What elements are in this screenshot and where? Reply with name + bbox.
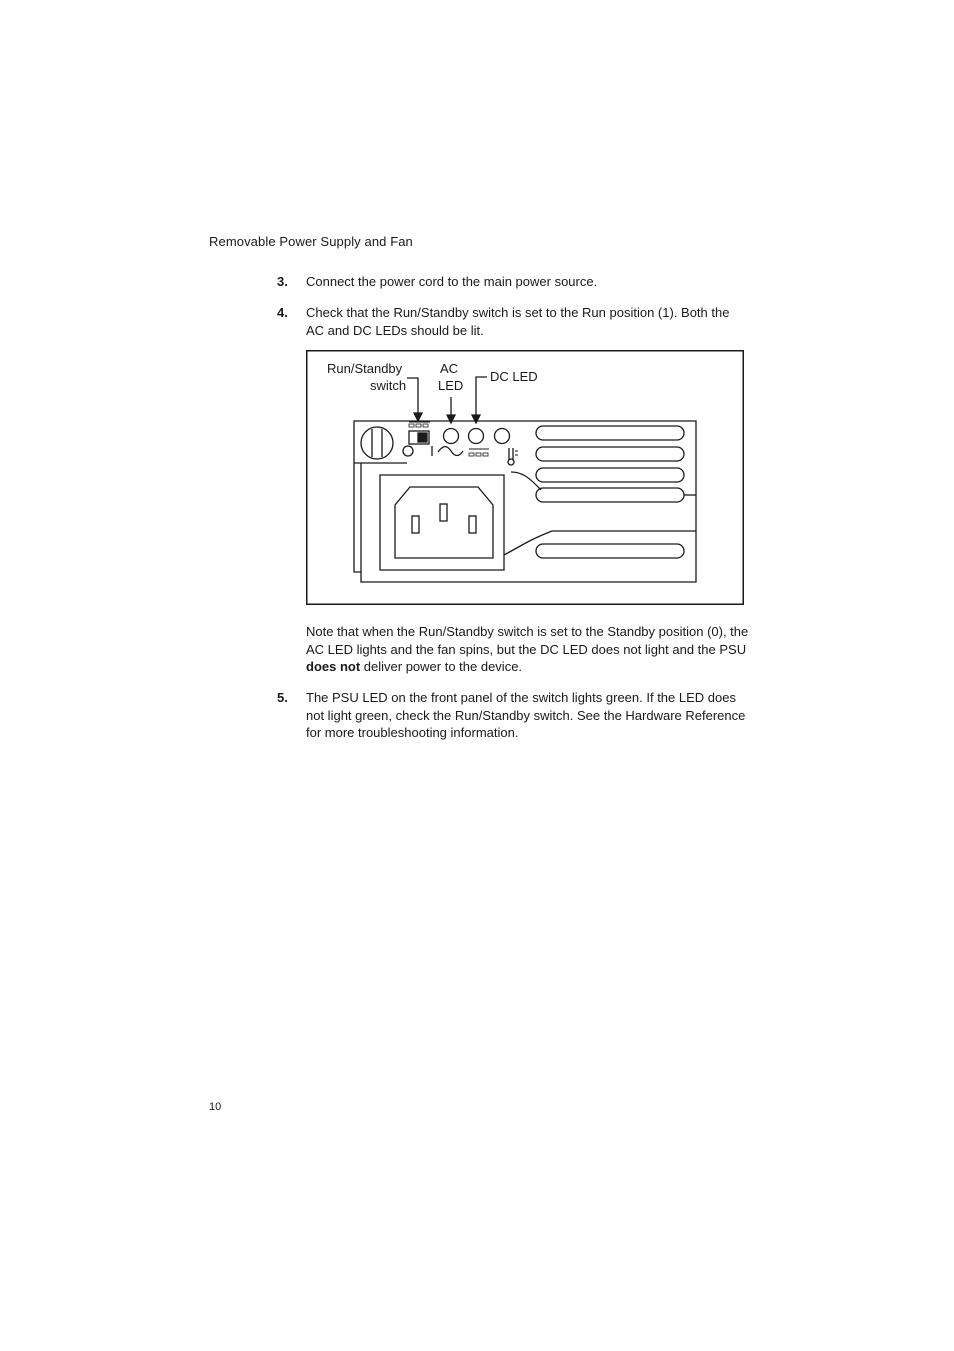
page-number: 10 <box>209 1101 222 1113</box>
running-header: Removable Power Supply and Fan <box>209 234 413 249</box>
temp-led <box>495 429 510 444</box>
note-text-end: deliver power to the device. <box>360 659 523 674</box>
step-text: Connect the power cord to the main power source. <box>306 274 598 289</box>
dc-led-label: DC LED <box>490 369 538 384</box>
ac-led-label-line1: AC <box>440 361 459 376</box>
psu-front-panel-figure <box>306 350 744 605</box>
power-inlet <box>395 487 493 558</box>
note-emphasis: does not <box>306 659 361 674</box>
vent-slot <box>536 488 684 502</box>
dc-led <box>469 429 484 444</box>
inlet-pin <box>440 504 447 521</box>
step-text: The PSU LED on the front panel of the switch lights green. If the LED does not light green, check the Run/Standby switch. See the Hardware Reference for more troubleshooting information. <box>306 690 746 740</box>
standby-note <box>306 623 750 676</box>
callout-ac-led <box>447 397 455 423</box>
callout-dc-led <box>472 377 487 423</box>
dc-symbol-icon <box>469 449 489 456</box>
inlet-surround <box>380 475 504 570</box>
step-number: 4. <box>277 305 288 320</box>
vent-slot <box>536 447 684 461</box>
ac-led <box>444 429 459 444</box>
note-text: Note that when the Run/Standby switch is set to the Standby position (0), the AC LED lights and the fan spins, but the DC LED does not light and the PSU <box>306 624 749 657</box>
inlet-pin <box>469 516 476 533</box>
vent-slot <box>536 544 684 558</box>
inlet-pin <box>412 516 419 533</box>
psu-contour-line <box>504 531 696 555</box>
vent-slot <box>536 468 684 482</box>
ac-symbol-icon <box>438 447 463 456</box>
thumbscrew-icon <box>361 427 393 459</box>
callout-run-standby <box>407 378 422 421</box>
run-standby-switch <box>403 422 432 456</box>
step-number: 5. <box>277 690 288 705</box>
run-standby-label-line2: switch <box>370 378 407 393</box>
run-standby-label-line1: Run/Standby <box>327 361 403 376</box>
ac-led-label-line2: LED <box>438 378 464 393</box>
vent-slot <box>536 426 684 440</box>
thermometer-icon <box>508 448 518 465</box>
step-number: 3. <box>277 274 288 289</box>
step-text: Check that the Run/Standby switch is set to the Run position (1). Both the AC and DC LEDs should be lit. <box>306 305 730 338</box>
